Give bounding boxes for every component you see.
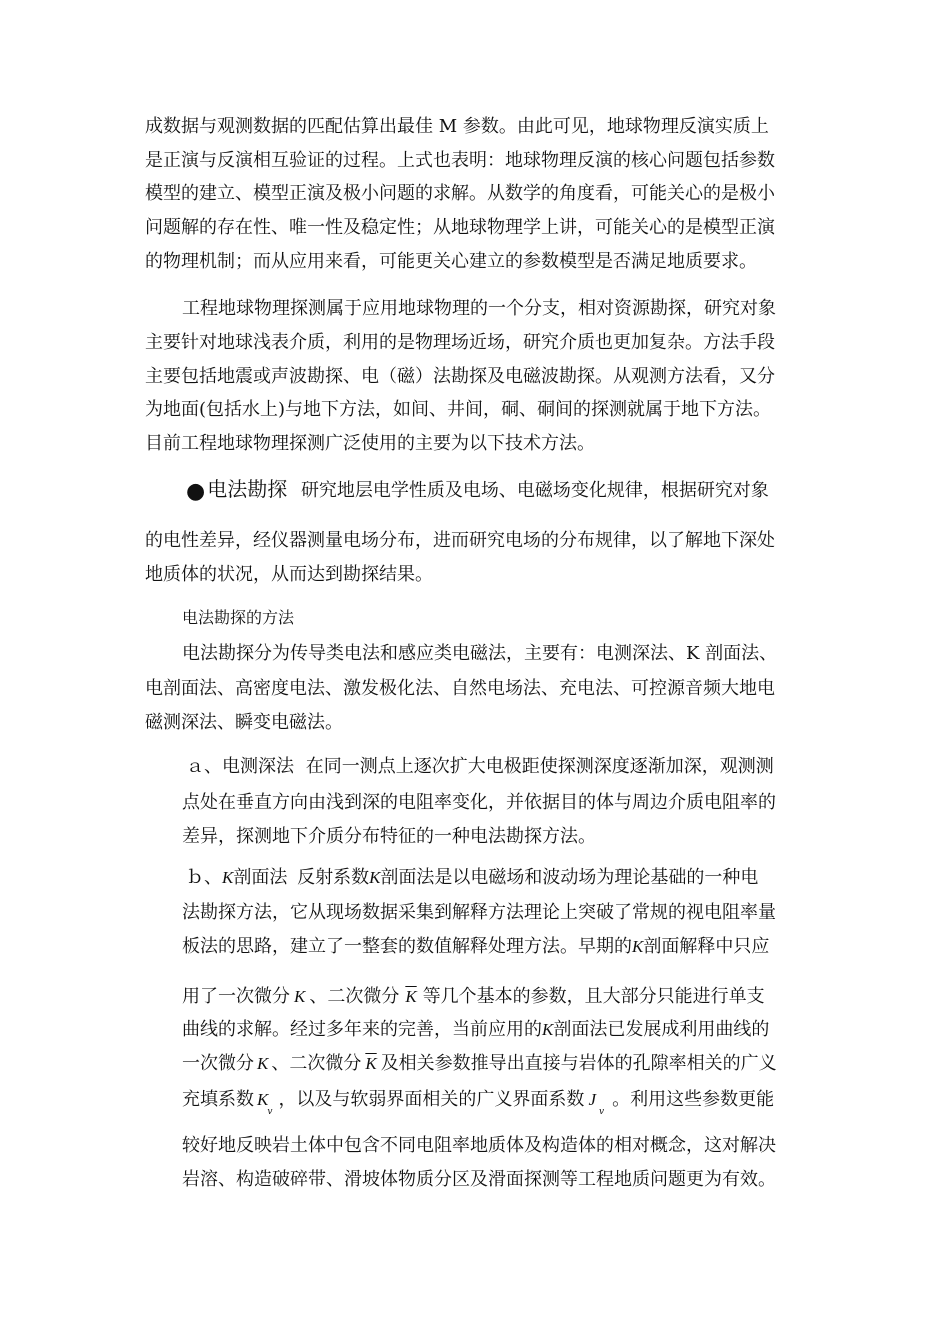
list-item-b <box>186 866 758 890</box>
text-span: 剖面法已发展成利用曲线的 <box>553 1019 770 1040</box>
list-item-a <box>186 755 774 779</box>
text-span: 用了一次微分 <box>182 986 290 1007</box>
paragraph-line <box>182 1088 774 1124</box>
k-symbol: K <box>369 868 381 887</box>
paragraph-line <box>182 1052 777 1076</box>
k-symbol: K <box>542 1020 554 1039</box>
paragraph-line: 为地面(包括水上)与地下方法，如间、井间，硐、硐间的探测就属于地下方法。 <box>145 399 772 420</box>
paragraph-line: 目前工程地球物理探测广泛使用的主要为以下技术方法。 <box>145 433 595 454</box>
text-span: 及相关参数推导出直接与岩体的孔隙率相关的广义 <box>380 1053 777 1074</box>
paragraph-line <box>182 1018 769 1042</box>
paragraph-line: 法勘探方法，它从现场数据采集到解释方法理论上突破了常规的视电阻率量 <box>182 902 776 923</box>
paragraph-line: 主要针对地球浅表介质，利用的是物理场近场，研究介质也更加复杂。方法手段 <box>145 332 775 353</box>
paragraph-line <box>182 985 765 1009</box>
text-span: 板法的思路，建立了一整套的数值解释处理方法。早期的 <box>182 936 632 957</box>
k-symbol: K <box>294 987 306 1006</box>
item-b-label: 剖面法 <box>233 867 288 888</box>
item-b-prefix: ｂ、 <box>186 867 222 888</box>
paragraph-text: 研究地层电学性质及电场、电磁场变化规律，根据研究对象 <box>300 480 769 501</box>
text-span: 曲线的求解。经过多年来的完善，当前应用的 <box>182 1019 542 1040</box>
paragraph-line: 工程地球物理探测属于应用地球物理的一个分支，相对资源勘探，研究对象 <box>182 298 776 319</box>
section-heading: 电法勘探 <box>207 477 288 501</box>
paragraph-line: 岩溶、构造破碎带、滑坡体物质分区及滑面探测等工程地质问题更为有效。 <box>182 1169 776 1190</box>
k-bar-symbol: $\overline{K}$ <box>365 1054 377 1073</box>
text-span: 。利用这些参数更能 <box>612 1089 775 1110</box>
paragraph-line: 的物理机制；而从应用来看，可能更关心建立的参数模型是否满足地质要求。 <box>145 251 757 272</box>
k-symbol: K <box>257 1054 269 1073</box>
paragraph-line: 问题解的存在性、唯一性及稳定性；从地球物理学上讲，可能关心的是模型正演 <box>145 217 775 238</box>
paragraph-line: 模型的建立、模型正演及极小问题的求解。从数学的角度看，可能关心的是极小 <box>145 183 775 204</box>
paragraph-line: 的电性差异，经仪器测量电场分布，进而研究电场的分布规律，以了解地下深处 <box>145 530 775 551</box>
item-b-text: 剖面法是以电磁场和波动场为理论基础的一种电 <box>380 867 759 888</box>
text-span: ，以及与软弱界面相关的广义界面系数 <box>278 1089 585 1110</box>
k-symbol: K <box>222 868 234 887</box>
text-span: 、二次微分 <box>271 1053 362 1074</box>
subsection-title: 电法勘探的方法 <box>182 608 295 627</box>
paragraph-line: 地质体的状况，从而达到勘探结果。 <box>145 564 433 585</box>
subscript-v: v <box>598 1107 605 1117</box>
j-symbol: J <box>588 1090 596 1109</box>
text-span: 一次微分 <box>182 1053 254 1074</box>
k-bar-symbol: $\overline{K}$ <box>405 987 417 1006</box>
text-span: 剖面解释中只应 <box>643 936 770 957</box>
text-span: 、二次微分 <box>309 986 400 1007</box>
subscript-v: v <box>267 1107 273 1117</box>
item-a-text: 在同一测点上逐次扩大电极距使探测深度逐渐加深，观测测 <box>305 756 774 777</box>
section-heading-line <box>186 477 769 504</box>
paragraph-line: 差异，探测地下介质分布特征的一种电法勘探方法。 <box>182 826 596 847</box>
k-symbol: K <box>257 1090 269 1109</box>
paragraph-line: 电剖面法、高密度电法、激发极化法、自然电场法、充电法、可控源音频大地电 <box>145 678 775 699</box>
paragraph-line: 电法勘探分为传导类电法和感应类电磁法，主要有：电测深法、K 剖面法、 <box>182 643 778 664</box>
paragraph-line: 较好地反映岩土体中包含不同电阻率地质体及构造体的相对概念，这对解决 <box>182 1135 776 1156</box>
text-span: 等几个基本的参数，且大部分只能进行单支 <box>422 986 765 1007</box>
paragraph-line: 成数据与观测数据的匹配估算出最佳 M 参数。由此可见，地球物理反演实质上 <box>145 116 769 137</box>
paragraph-line <box>182 935 769 959</box>
k-symbol: K <box>632 937 644 956</box>
paragraph-line: 是正演与反演相互验证的过程。上式也表明：地球物理反演的核心问题包括参数 <box>145 150 775 171</box>
item-b-text: 反射系数 <box>297 867 370 888</box>
paragraph-line: 点处在垂直方向由浅到深的电阻率变化，并依据目的体与周边介质电阻率的 <box>182 792 776 813</box>
paragraph-line: 磁测深法、瞬变电磁法。 <box>145 712 343 733</box>
bullet-icon: ● <box>186 479 206 504</box>
text-span: 充填系数 <box>182 1089 254 1110</box>
item-a-label: ａ、电测深法 <box>186 756 294 777</box>
paragraph-line: 主要包括地震或声波勘探、电（磁）法勘探及电磁波勘探。从观测方法看，又分 <box>145 366 775 387</box>
